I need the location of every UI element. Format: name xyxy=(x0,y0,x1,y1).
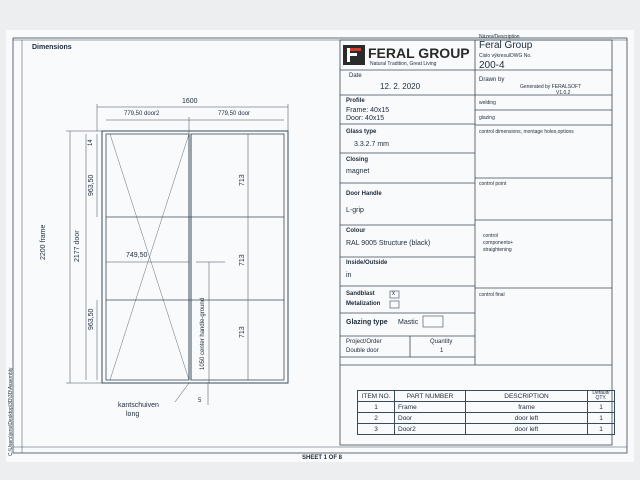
file-path: C:\Users\jens\Desktop\3D\3D\Assembly xyxy=(8,367,14,456)
dim-panel-bottom: 713 xyxy=(239,326,246,338)
inout-label: Inside/Outside xyxy=(346,260,388,266)
dim-bottom-gap: 5 xyxy=(198,398,202,404)
cell-part: Door xyxy=(395,413,466,424)
project-label: Project/Order xyxy=(346,339,382,345)
check-welding: welding xyxy=(479,100,496,106)
quantity-value: 1 xyxy=(440,348,444,354)
dim-frame-height: 2200 frame xyxy=(40,224,47,260)
dim-handle-height: 1050 center handle-ground xyxy=(200,297,206,370)
cell-item: 3 xyxy=(358,424,395,435)
version: V1.0.2 xyxy=(556,90,571,96)
dim-door2-width: 779,50 door2 xyxy=(124,111,160,117)
parts-header-row xyxy=(358,391,615,402)
profile-frame: Frame: 40x15 xyxy=(346,107,390,114)
dim-door-height: 2177 door xyxy=(74,230,81,262)
check-control-comp-3: straightening xyxy=(483,247,512,253)
drawn-value: Generated by FERALSOFT xyxy=(520,84,582,90)
cell-part: Frame xyxy=(395,402,466,413)
dim-panel-top: 713 xyxy=(239,174,246,186)
profile-label: Profile xyxy=(346,98,365,104)
dim-lower-panel: 963,50 xyxy=(88,308,95,330)
project-value: Double door xyxy=(346,348,379,354)
check-control-dims: control dimensions, montage holes,options xyxy=(479,129,574,135)
dim-overall-width: 1600 xyxy=(182,98,198,105)
table-row xyxy=(358,413,615,424)
note-long: long xyxy=(126,411,140,418)
table-row xyxy=(358,424,615,435)
cell-qty: 1 xyxy=(588,424,615,435)
dwg-label: Cislo výkresu/DWG No. xyxy=(479,53,532,59)
desc-value: Feral Group xyxy=(479,40,533,51)
header-part-number: PART NUMBER xyxy=(395,391,466,402)
feral-logo-icon xyxy=(343,45,365,65)
date-label: Date xyxy=(349,73,362,79)
drawn-label: Drawn by xyxy=(479,77,505,83)
check-glazing: glazing xyxy=(479,115,495,121)
parts-table xyxy=(357,390,615,435)
header-item-no: ITEM NO. xyxy=(358,391,395,402)
header-description: DESCRIPTION xyxy=(466,391,588,402)
cell-desc: door left xyxy=(466,413,588,424)
glass-label: Glass type xyxy=(346,129,377,135)
dimensions-title: Dimensions xyxy=(32,44,72,51)
cell-desc: frame xyxy=(466,402,588,413)
colour-label: Colour xyxy=(346,228,366,234)
cell-part: Door2 xyxy=(395,424,466,435)
check-control-comp-2: components+ xyxy=(483,240,514,246)
glass-value: 3.3.2.7 mm xyxy=(354,141,390,148)
handle-value: L-grip xyxy=(346,207,364,214)
dim-door-width: 779,50 door xyxy=(218,111,251,117)
check-control-point: control point xyxy=(479,181,507,187)
glazing-type-label: Glazing type xyxy=(346,319,388,326)
sandblast-check[interactable]: x xyxy=(392,291,395,297)
note-kantschuiven: kantschuiven xyxy=(118,402,159,409)
dwg-value: 200-4 xyxy=(479,60,505,71)
sandblast-label: Sandblast xyxy=(346,291,375,297)
handle-label: Door Handle xyxy=(346,191,382,197)
desc-label: Název/Description xyxy=(479,34,520,40)
check-control-comp-1: control xyxy=(483,233,499,239)
cell-qty: 1 xyxy=(588,402,615,413)
inout-value: in xyxy=(346,272,352,279)
table-row xyxy=(358,402,615,413)
header-qty: Default/ QTY. xyxy=(588,391,615,402)
cell-desc: door left xyxy=(466,424,588,435)
glazing-type-value: Mastic xyxy=(398,319,419,326)
check-control-final: control final xyxy=(479,292,505,298)
cell-item: 1 xyxy=(358,402,395,413)
colour-value: RAL 9005 Structure (black) xyxy=(346,240,431,247)
closing-label: Closing xyxy=(346,157,368,163)
company-name: FERAL GROUP xyxy=(368,45,470,61)
dim-middle-width: 749,50 xyxy=(126,252,148,259)
sheet-number: SHEET 1 OF 8 xyxy=(302,455,343,461)
company-tagline: Natural Tradition, Great Living xyxy=(370,61,437,67)
dim-panel-mid: 713 xyxy=(239,254,246,266)
metalization-label: Metalization xyxy=(346,301,381,307)
date-value: 12. 2. 2020 xyxy=(380,82,421,91)
dim-top-gap: 14 xyxy=(88,139,94,146)
quantity-label: Quantity xyxy=(430,339,453,345)
dim-upper-panel: 963,50 xyxy=(88,174,95,196)
closing-value: magnet xyxy=(346,168,370,175)
profile-door: Door: 40x15 xyxy=(346,115,385,122)
cell-qty: 1 xyxy=(588,413,615,424)
cell-item: 2 xyxy=(358,413,395,424)
